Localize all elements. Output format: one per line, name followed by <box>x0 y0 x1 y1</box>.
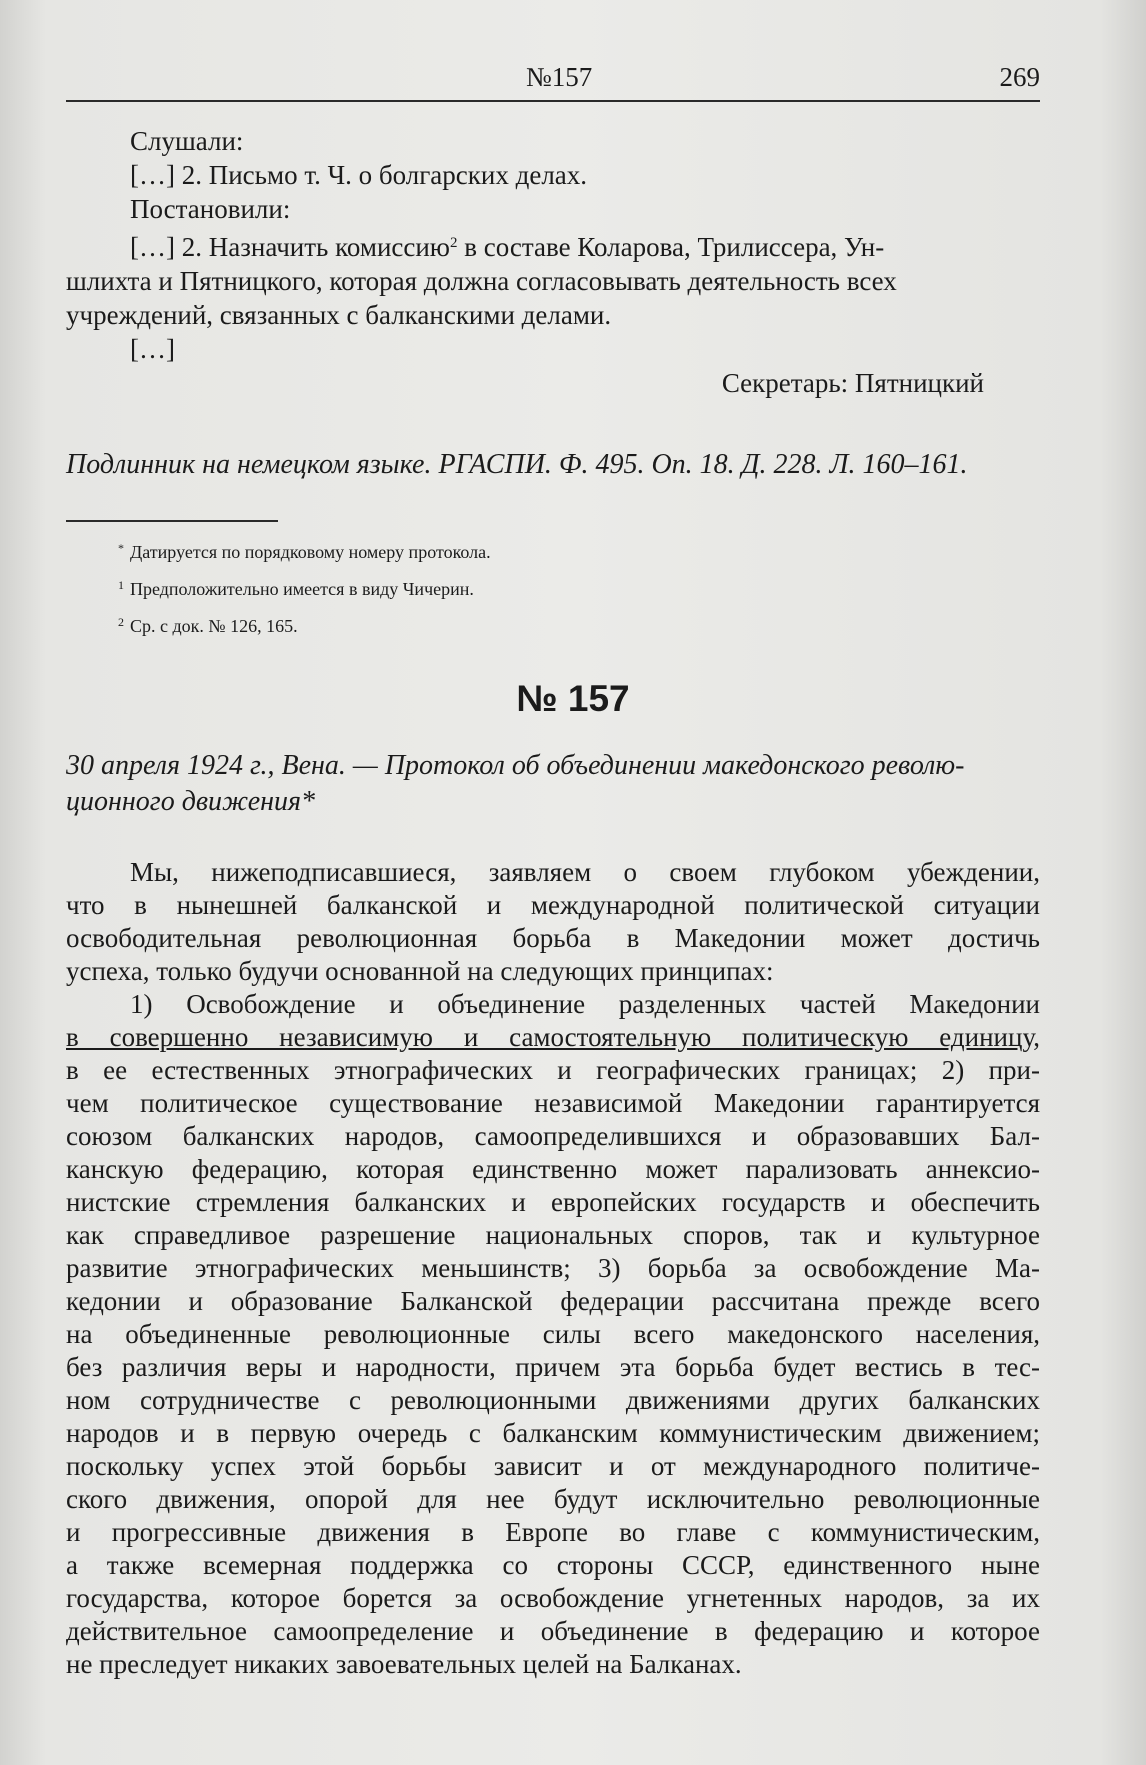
resolved-line-1 <box>66 226 1040 264</box>
body-line: и прогрессивные движения в Европе во главе с коммунистическим, <box>66 1517 1040 1547</box>
resolved-line-1-end: в составе Коларова, Трилиссера, Ун- <box>457 232 885 262</box>
header-rule <box>66 100 1040 102</box>
heard-item: […] 2. Письмо т. Ч. о болгарских делах. <box>130 160 588 190</box>
body-line: действительное самоопределение и объединение в федерацию и которое <box>66 1616 1040 1646</box>
document-number-heading: № 157 <box>516 678 630 719</box>
footnotes <box>66 532 1040 643</box>
minutes-block <box>66 124 1040 400</box>
body-line: в совершенно независимую и самостоятельную политическую единицу, <box>66 1022 1040 1052</box>
body-line: что в нынешней балканской и международной политической ситуации <box>66 890 1040 920</box>
document-title-line-2: ционного движения* <box>66 786 316 817</box>
body-line: 1) Освобождение и объединение разделенных частей Македонии <box>130 989 1040 1019</box>
footnote-ref-2: 2 <box>449 235 458 251</box>
document-title <box>66 748 1040 820</box>
footnote-text: Предположительно имеется в виду Чичерин. <box>130 579 474 599</box>
body-line: государства, которое борется за освобождение угнетенных народов, за их <box>66 1583 1040 1613</box>
body-line: без различия веры и народности, причем эта борьба будет вестись в тес- <box>66 1352 1040 1382</box>
body-line: в ее естественных этнографических и географических границах; 2) при- <box>66 1055 1040 1085</box>
minutes-ellipsis: […] <box>130 334 175 364</box>
body-line: ского движения, опорой для нее будут исключительно революционные <box>66 1484 1040 1514</box>
resolved-line-1-start: […] 2. Назначить комиссию <box>130 232 450 262</box>
footnote-mark: * <box>118 541 124 555</box>
heard-label: Слушали: <box>130 126 244 156</box>
body-line: союзом балканских народов, самоопределившихся и образовавших Бал- <box>66 1121 1040 1151</box>
footnote-item <box>66 532 1040 569</box>
body-line: а также всемерная поддержка со стороны СССР, единственного ныне <box>66 1550 1040 1580</box>
footnote-item <box>66 606 1040 643</box>
body-line: народов и в первую очередь с балканским коммунистическим движением; <box>66 1418 1040 1448</box>
body-line: кедонии и образование Балканской федерации рассчитана прежде всего <box>66 1286 1040 1316</box>
body-line: поскольку успех этой борьбы зависит и от международного политиче- <box>66 1451 1040 1481</box>
resolved-line-3: учреждений, связанных с балканскими делами. <box>66 300 612 330</box>
body-line: успеха, только будучи основанной на следующих принципах: <box>66 956 774 986</box>
document-body <box>66 856 1040 1681</box>
footnote-rule <box>66 520 278 522</box>
source-note-block <box>66 448 1040 482</box>
body-line: освободительная революционная борьба в Македонии может достичь <box>66 923 1040 953</box>
body-line: развитие этнографических меньшинств; 3) борьба за освобождение Ма- <box>66 1253 1040 1283</box>
body-line: Мы, нижеподписавшиеся, заявляем о своем глубоком убеждении, <box>130 857 1040 887</box>
body-line: чем политическое существование независимой Македонии гарантируется <box>66 1088 1040 1118</box>
source-note: Подлинник на немецком языке. РГАСПИ. Ф. 495. Оп. 18. Д. 228. Л. 160–161. <box>66 449 968 480</box>
body-line: не преследует никаких завоевательных целей на Балканах. <box>66 1649 742 1679</box>
resolved-label: Постановили: <box>130 194 291 224</box>
body-line: нистские стремления балканских и европейских государств и обеспечить <box>66 1187 1040 1217</box>
footnote-mark: 2 <box>118 615 124 629</box>
resolved-line-2: шлихта и Пятницкого, которая должна согласовывать деятельность всех <box>66 266 897 296</box>
body-line: как справедливое разрешение национальных споров, так и культурное <box>66 1220 1040 1250</box>
secretary-signature: Секретарь: Пятницкий <box>721 368 984 398</box>
footnote-mark: 1 <box>118 578 124 592</box>
footnote-text: Датируется по порядковому номеру протокола. <box>130 542 491 562</box>
running-header <box>66 62 1040 98</box>
header-doc-number: №157 <box>526 62 593 92</box>
document-title-line-1: 30 апреля 1924 г., Вена. — Протокол об объединении македонского револю- <box>66 750 965 781</box>
page-number: 269 <box>999 62 1040 92</box>
footnote-item <box>66 569 1040 606</box>
body-line: ном сотрудничестве с революционными движениями других балканских <box>66 1385 1040 1415</box>
body-line: канскую федерацию, которая единственно может парализовать аннексио- <box>66 1154 1040 1184</box>
body-line: на объединенные революционные силы всего македонского населения, <box>66 1319 1040 1349</box>
footnote-text: Ср. с док. № 126, 165. <box>130 616 298 636</box>
